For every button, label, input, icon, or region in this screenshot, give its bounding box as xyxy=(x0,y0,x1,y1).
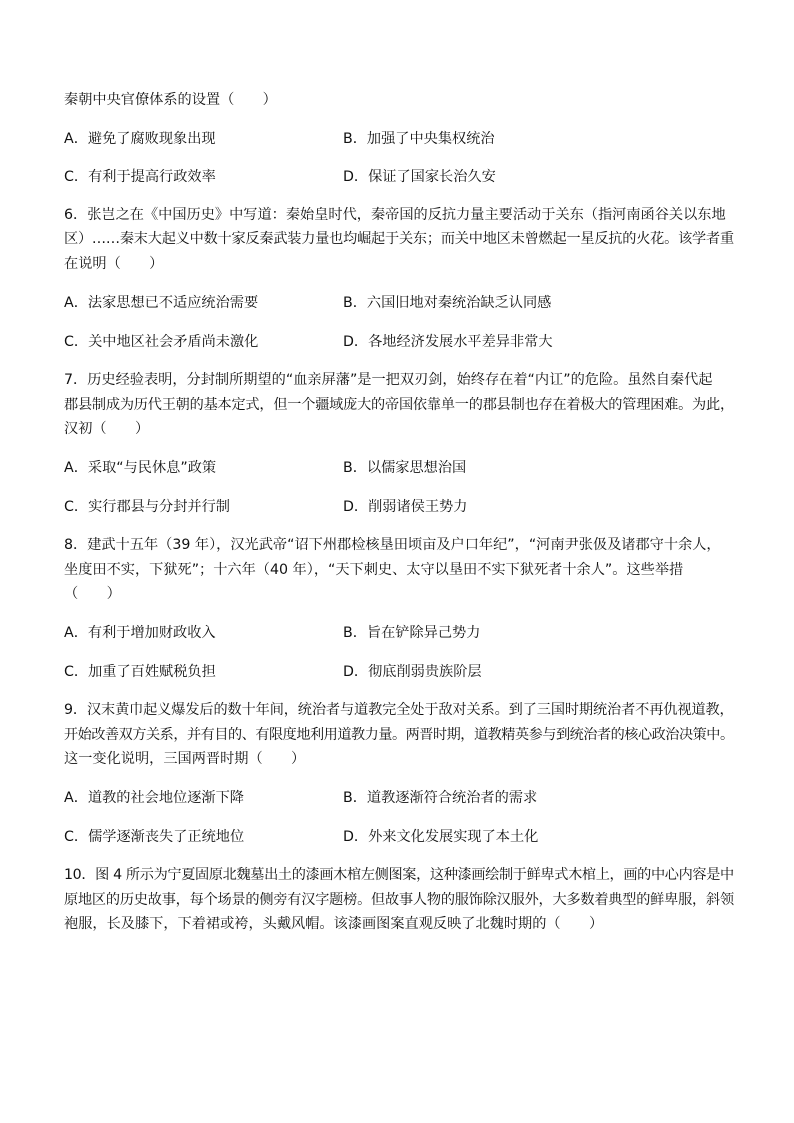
q10-stem-line-1: 10．图 4 所示为宁夏固原北魏墓出土的漆画木棺左侧图案，这种漆画绘制于鲜卑式木棺上，画的中心内容是中 xyxy=(64,867,734,883)
q5-option-c: C．有利于提高行政效率 xyxy=(64,169,216,185)
q6-option-c: C．关中地区社会矛盾尚未激化 xyxy=(64,334,259,350)
q9-option-d: D．外来文化发展实现了本土化 xyxy=(343,829,539,845)
q7-option-d: D．削弱诸侯王势力 xyxy=(343,499,468,515)
q10-stem-line-2: 原地区的历史故事，每个场景的侧旁有汉字题榜。但故事人物的服饰除汉服外，大多数着典型的鲜卑服，斜领 xyxy=(64,892,734,908)
q5-option-a: A．避免了腐败现象出现 xyxy=(64,131,216,147)
q8-option-a: A．有利于增加财政收入 xyxy=(64,625,216,641)
q7-stem-line-3: 汉初（ ） xyxy=(64,421,150,437)
q6-stem-line-3: 在说明（ ） xyxy=(64,256,164,272)
q9-stem-line-3: 这一变化说明，三国两晋时期（ ） xyxy=(64,751,306,767)
q8-option-d: D．彻底削弱贵族阶层 xyxy=(343,664,482,680)
q8-stem-line-1: 8．建武十五年（39 年），汉光武帝“诏下州郡检核垦田顷亩及户口年纪”，“河南尹张伋及诸郡守十余人， xyxy=(64,537,721,553)
q8-option-b: B．旨在铲除异己势力 xyxy=(343,625,481,641)
q9-option-a: A．道教的社会地位逐渐下降 xyxy=(64,790,244,806)
q7-option-b: B．以儒家思想治国 xyxy=(343,460,467,476)
q9-option-c: C．儒学逐渐丧失了正统地位 xyxy=(64,829,245,845)
q7-option-c: C．实行郡县与分封并行制 xyxy=(64,499,230,515)
q6-stem-line-1: 6．张岂之在《中国历史》中写道：秦始皇时代，秦帝国的反抗力量主要活动于关东（指河南函谷关以东地 xyxy=(64,207,726,223)
q6-option-d: D．各地经济发展水平差异非常大 xyxy=(343,334,553,350)
q7-stem-line-2: 郡县制成为历代王朝的基本定式，但一个疆域庞大的帝国依靠单一的郡县制也存在着极大的管理困难。为此， xyxy=(64,397,734,413)
q9-stem-line-1: 9．汉末黄巾起义爆发后的数十年间，统治者与道教完全处于敌对关系。到了三国时期统治者不再仇视道教， xyxy=(64,702,734,718)
q6-option-a: A．法家思想已不适应统治需要 xyxy=(64,295,259,311)
q7-stem-line-1: 7．历史经验表明，分封制所期望的“血亲屏藩”是一把双刃剑，始终存在着“内讧”的危险。虽然自秦代起 xyxy=(64,372,713,388)
q8-stem-line-3: （ ） xyxy=(64,586,121,602)
q8-option-c: C．加重了百姓赋税负担 xyxy=(64,664,216,680)
q9-option-b: B．道教逐渐符合统治者的需求 xyxy=(343,790,538,806)
q9-stem-line-2: 开始改善双方关系，并有目的、有限度地利用道教力量。两晋时期，道教精英参与到统治者的核心政治决策中。 xyxy=(64,727,734,743)
q10-stem-line-3: 袍服，长及膝下，下着裙或袴，头戴风帽。该漆画图案直观反映了北魏时期的（ ） xyxy=(64,916,604,932)
q5-option-b: B．加强了中央集权统治 xyxy=(343,131,495,147)
q8-stem-line-2: 坐度田不实，下狱死”；十六年（40 年），“天下刺史、太守以垦田不实下狱死者十余人”。这些举措 xyxy=(64,562,684,578)
q6-option-b: B．六国旧地对秦统治缺乏认同感 xyxy=(343,295,552,311)
q5-option-d: D．保证了国家长治久安 xyxy=(343,169,496,185)
q5-stem: 秦朝中央官僚体系的设置（ ） xyxy=(64,92,277,108)
q7-option-a: A．采取“与民休息”政策 xyxy=(64,460,217,476)
q6-stem-line-2: 区）……秦末大起义中数十家反秦武装力量也均崛起于关东；而关中地区未曾燃起一星反抗的火花。该学者重 xyxy=(64,231,734,247)
